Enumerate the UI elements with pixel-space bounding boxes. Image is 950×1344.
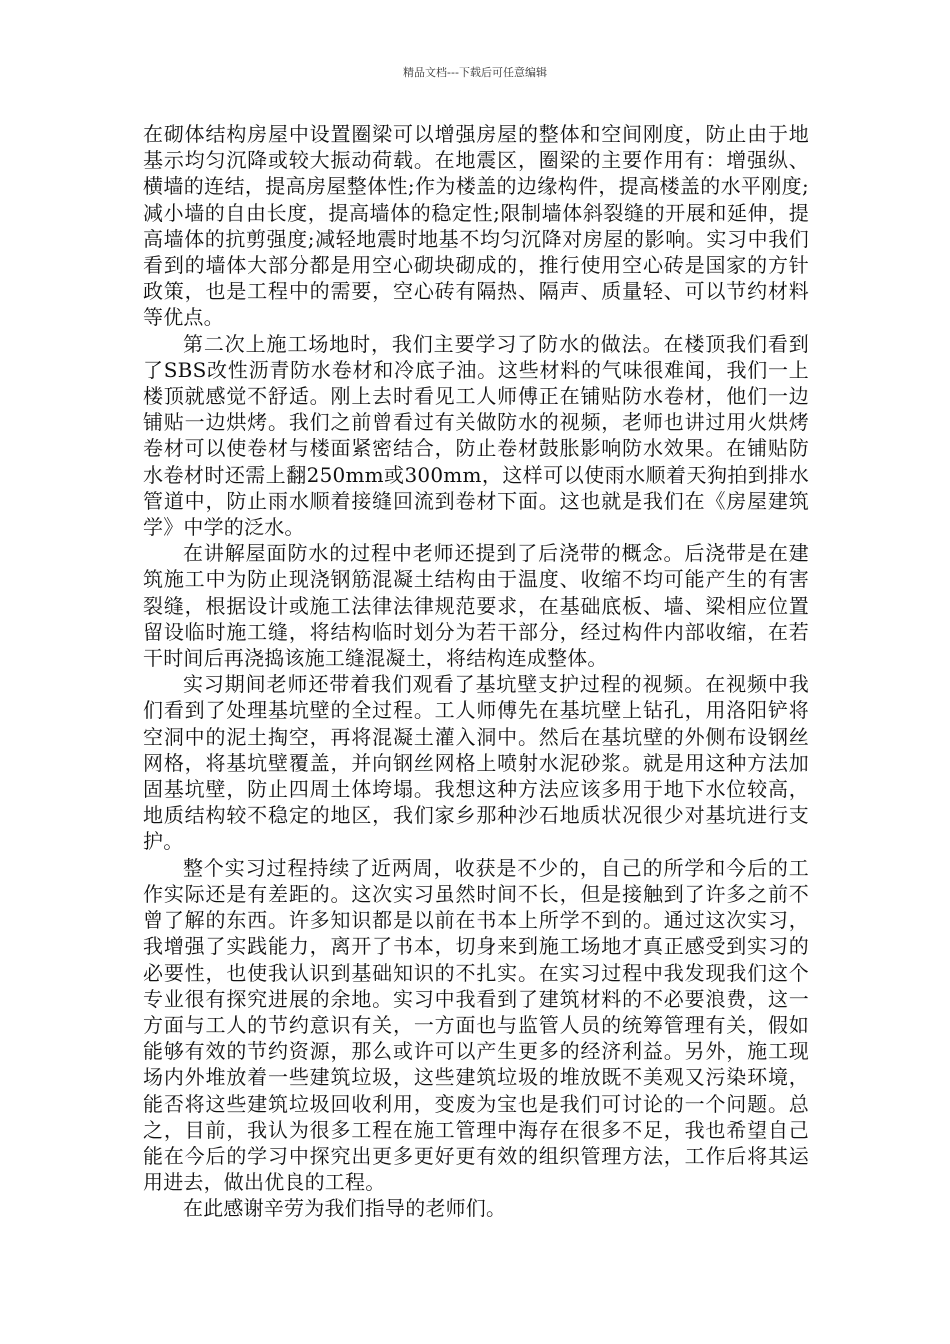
paragraph-ring-beam: 在砌体结构房屋中设置圈梁可以增强房屋的整体和空间刚度，防止由于地基示均匀沉降或较大振动荷载。在地震区，圈梁的主要作用有：增强纵、横墙的连结，提高房屋整体性;作为楼盖的边缘构件，提高楼盖的水平刚度;减小墙的自由长度，提高墙体的稳定性;限制墙体斜裂缝的开展和延伸，提高墙体的抗剪强度;减轻地震时地基不均匀沉降对房屋的影响。实习中我们看到的墙体大部分都是用空心砌块砌成的，推行使用空心砖是国家的方针政策，也是工程中的需要，空心砖有隔热、隔声、质量轻、可以节约材料等优点。 [143,122,809,330]
document-body [143,121,809,1222]
paragraph-waterproofing: 第二次上施工场地时，我们主要学习了防水的做法。在楼顶我们看到了SBS改性沥青防水卷材和冷底子油。这些材料的气味很难闻，我们一上楼顶就感觉不舒适。刚上去时看见工人师傅正在铺贴防水卷材，他们一边铺贴一边烘烤。我们之前曾看过有关做防水的视频，老师也讲过用火烘烤卷材可以使卷材与楼面紧密结合，防止卷材鼓胀影响防水效果。在铺贴防水卷材时还需上翻250mm或300mm，这样可以使雨水顺着天狗拍到排水管道中，防止雨水顺着接缝回流到卷材下面。这也就是我们在《房屋建筑学》中学的泛水。 [143,331,809,540]
paragraph-summary: 整个实习过程持续了近两周，收获是不少的，自己的所学和今后的工作实际还是有差距的。这次实习虽然时间不长，但是接触到了许多之前不曾了解的东西。许多知识都是以前在书本上所学不到的。通过这次实习，我增强了实践能力，离开了书本，切身来到施工场地才真正感受到实习的必要性，也使我认识到基础知识的不扎实。在实习过程中我发现我们这个专业很有探究进展的余地。实习中我看到了建筑材料的不必要浪费，这一方面与工人的节约意识有关，一方面也与监管人员的统筹管理有关，假如能够有效的节约资源，那么或许可以产生更多的经济利益。另外，施工现场内外堆放着一些建筑垃圾，这些建筑垃圾的堆放既不美观又污染环境，能否将这些建筑垃圾回收利用，变废为宝也是我们可讨论的一个问题。总之，目前，我认为很多工程在施工管理中海存在很多不足，我也希望自己能在今后的学习中探究出更多更好更有效的组织管理方法，工作后将其运用进去，做出优良的工程。 [143,855,809,1195]
page-header: 精品文档---下载后可任意编辑 [403,66,547,79]
paragraph-thanks: 在此感谢辛劳为我们指导的老师们。 [183,1196,507,1221]
paragraph-post-pour-strip: 在讲解屋面防水的过程中老师还提到了后浇带的概念。后浇带是在建筑施工中为防止现浇钢筋混凝土结构由于温度、收缩不均可能产生的有害裂缝，根据设计或施工法律法律规范要求，在基础底板、墙、梁相应位置留设临时施工缝，将结构临时划分为若干部分，经过构件内部收缩，在若干时间后再浇捣该施工缝混凝土，将结构连成整体。 [143,541,809,671]
paragraph-foundation-pit: 实习期间老师还带着我们观看了基坑壁支护过程的视频。在视频中我们看到了处理基坑壁的全过程。工人师傅先在基坑壁上钻孔，用洛阳铲将空洞中的泥土掏空，再将混凝土灌入洞中。然后在基坑壁的外侧布设钢丝网格，将基坑壁覆盖，并向钢丝网格上喷射水泥砂浆。就是用这种方法加固基坑壁，防止四周土体垮塌。我想这种方法应该多用于地下水位较高，地质结构较不稳定的地区，我们家乡那种沙石地质状况很少对基坑进行支护。 [143,672,809,854]
